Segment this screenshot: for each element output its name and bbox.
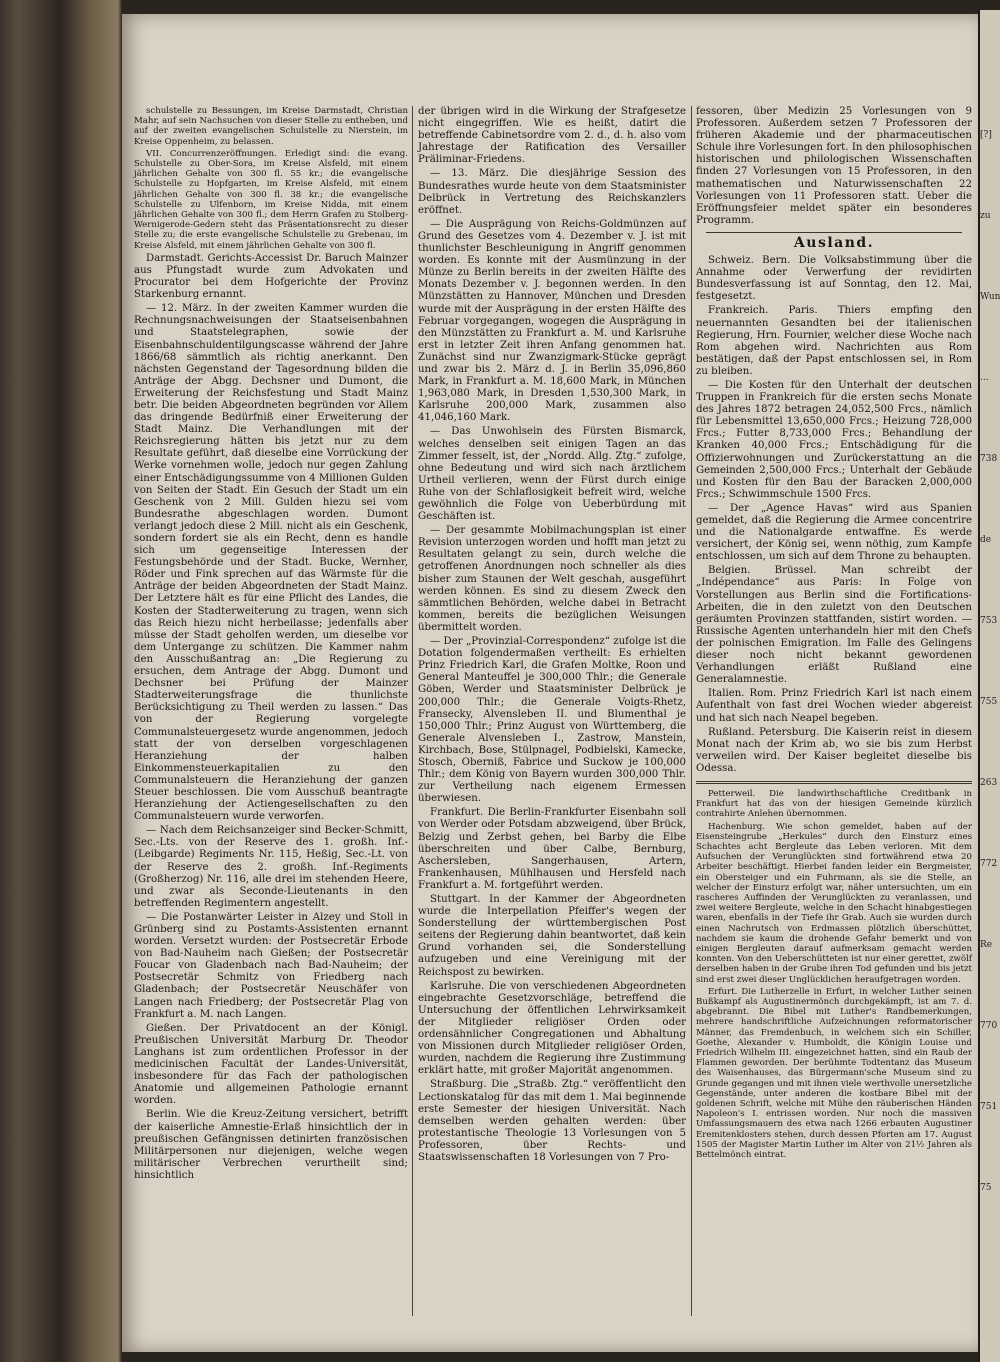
article-paragraph: Darmstadt. Gerichts-Accessist Dr. Baruch Mainzer aus Pfungstadt wurde zum Advokaten und Procurator bei dem Hofgerichte der Provinz Starkenburg ernannt. [134,252,408,301]
divider [706,232,962,233]
section-heading-ausland: Ausland. [793,234,875,251]
article-paragraph: schulstelle zu Bessungen, im Kreise Darmstadt, Christian Mahr, auf sein Nachsuchen von dieser Stelle zu entheben, und auf der zweiten evangelischen Schulstelle zu Nierstein, im Kreise Oppenheim, zu belassen. [134,106,408,147]
article-paragraph: Erfurt. Die Lutherzelle in Erfurt, in welcher Luther seinen Bußkampf als Augustinermönch durchgekämpft, ist am 7. d. abgebrannt. Die Bibel mit Luther's Randbemerkungen, mehrere handschriftliche Aufzeichnungen reformatorischer Männer, das Fremdenbuch, in welchem sich ein Schiller, Goethe, Alexander v. Humboldt, die Königin Louise und Friedrich Wilhelm III. eingezeichnet hatten, sind ein Raub der Flammen geworden. Der berühmte Todtentanz das Museum des Waisenhauses, das Bürgermann'sche Museum sind zu Grunde gegangen und mit ihnen viele werthvolle unersetzliche Gegenstände, unter anderen die kostbare Bibel mit der goldenen Schrift, welche mit Mühe den räuberischen Händen Napoleon's I. entrissen worden. Nur noch die massiven Umfassungsmauern des etwa nach 1266 erbauten Augustiner Eremitenklosters stehen, durch dessen Pforten am 17. August 1505 der Magister Martin Luther im Alter von 21½ Jahren als Bettelmönch eintrat. [696,986,972,1161]
adjacent-page-fragment: ... [980,373,989,383]
article-paragraph: — 13. März. Die diesjährige Session des Bundesrathes wurde heute von dem Staatsminister Delbrück in Vertretung des Reichskanzlers eröffnet. [418,168,686,216]
article-paragraph: Stuttgart. In der Kammer der Abgeordneten wurde die Interpellation Pfeiffer's wegen der Sonderstellung der württembergischen Post seitens der Regierung dahin beantwortet, daß kein Grund vorhanden sei, die Sonderstellung aufzugeben und eine Vereinigung mit der Reichspost zu bewirken. [418,894,686,978]
article-paragraph: Straßburg. Die „Straßb. Ztg.“ veröffentlicht den Lectionskatalog für das mit dem 1. Mai beginnende erste Semester der hiesigen Universität. Nach demselben werden gehalten werden: über protestantische Theologie 13 Vorlesungen von 5 Professoren, über Rechts- und Staatswissenschaften 18 Vorlesungen von 7 Pro- [418,1079,686,1163]
article-paragraph: Schweiz. Bern. Die Volksabstimmung über die Annahme oder Verwerfung der revidirten Bundesverfassung ist auf Sonntag, den 12. Mai, festgesetzt. [696,255,972,303]
article-paragraph: VII. Concurrenzeröffnungen. Erledigt sind: die evang. Schulstelle zu Ober-Sora, im Kreise Alsfeld, mit einem jährlichen Gehalte von 300 fl. 55 kr.; die evangelische Schulstelle zu Hopfgarten, im Kreise Alsfeld, mit einem jährlichen Gehalte von 300 fl. 38 kr.; die evangelische Schulstelle zu Ulfenborn, im Kreise Nidda, mit einem jährlichen Gehalte von 300 fl.; dem Herrn Grafen zu Stolberg-Wernigerode-Gedern steht das Präsentationsrecht zu dieser Stelle zu; die erste evangelische Schulstelle zu Grebenau, im Kreise Alsfeld, mit einem jährlichen Gehalte von 300 fl. [134,148,408,251]
article-paragraph: Frankreich. Paris. Thiers empfing den neuernannten Gesandten bei der italienischen Regierung, Hrn. Fournier, welcher diese Woche nach Rom abgehen wird. Nachrichten aus Rom bestätigen, daß der Papst entschlossen sei, in Rom zu bleiben. [696,305,972,377]
article-paragraph: — Das Unwohlsein des Fürsten Bismarck, welches denselben seit einigen Tagen an das Zimmer fesselt, ist, der „Nordd. Allg. Ztg.“ zufolge, ohne Bedeutung und wird sich nach ärztlichem Urtheil verlieren, wenn der Fürst durch einige Ruhe von der Schlaflosigkeit befreit wird, welche gewöhnlich die Folge von Ueberbürdung mit Geschäften ist. [418,426,686,523]
column-rule [691,106,692,1316]
adjacent-page-fragment: 753 [980,616,998,626]
ausland-section [696,255,972,775]
article-paragraph: Belgien. Brüssel. Man schreibt der „Indépendance“ aus Paris: In Folge von Vorstellungen aus Berlin sind die Fortifications-Arbeiten, die in den zuletzt von den Deutschen geräumten Provinzen stattfanden, sistirt worden. — Russische Agenten unterhandeln hier mit den Chefs der polnischen Emigration. Im Falle des Gelingens dieser noch nicht bekannt gewordenen Verhandlungen erläßt Rußland eine Generalamnestie. [696,565,972,686]
article-paragraph: Hachenburg. Wie schon gemeldet, haben auf der Eisensteingrube „Herkules“ durch den Einsturz eines Schachtes acht Bergleute das Leben verloren. Mit dem Aufsuchen der Verunglückten sind fortwährend etwa 20 Arbeiter beschäftigt. Hierbei fanden leider ein Bergmeister, ein Obersteiger und ein Fuhrmann, als sie die Stelle, an welcher der Einsturz erfolgt war, näher untersuchten, um ein rascheres Auffinden der Verunglückten zu veranlassen, und zwei weitere Bergleute, welche in den Schacht hinabgestiegen waren, ebenfalls in der Tiefe ihr Grab. Auch sie wurden durch einen Nachrutsch von Erdmassen plötzlich überschüttet, nachdem sie kaum die drohende Gefahr bemerkt und von einigen Bergleuten darauf aufmerksam gemacht werden konnten. Von den Ueberschütteten ist nur einer gerettet, zwölf derselben haben in der Grube ihren Tod gefunden und bis jetzt sind erst zwei dieser Unglücklichen heraufgetragen worden. [696,821,972,985]
article-paragraph: fessoren, über Medizin 25 Vorlesungen von 9 Professoren. Außerdem setzen 7 Professoren der früheren Akademie und der pharmaceutischen Schule ihre Vorlesungen fort. In den philosophischen historischen und philologischen Wissenschaften finden 27 Vorlesungen von 15 Professoren, in den mathematischen und Naturwissenschaften 22 Vorlesungen von 11 Professoren statt. Ueber die Eröffnungsfeier meldet später ein besonderes Programm. [696,106,972,226]
adjacent-page-fragment: [?] [980,130,992,140]
adjacent-page-edge [978,10,1000,1362]
article-paragraph: Karlsruhe. Die von verschiedenen Abgeordneten eingebrachte Gesetzvorschläge, betreffend die Untersuchung der öffentlichen Lehrwirksamkeit der Mitglieder religiöser Orden oder ordensähnlicher Congregationen und Abhaltung von Missionen durch Mitglieder religiöser Orden, wurden, nachdem die Regierung ihre Zustimmung erklärt hatte, mit großer Majorität angenommen. [418,980,686,1077]
newspaper-page [122,14,978,1352]
article-paragraph: — 12. März. In der zweiten Kammer wurden die Rechnungsnachweisungen der Staatseisenbahnen und Staatstelegraphen, sowie der Eisenbahnschuldentilgungscasse während der Jahre 1866/68 sämmtlich als richtig anerkannt. Den nächsten Gegenstand der Tagesordnung bilden die Anträge der Abgg. Dechsner und Dumont, die Erweiterung der Reichsfestung und Stadt Mainz betr. Die beiden Abgeordneten begründen vor Allem das dringende Bedürfniß einer Erweiterung der Stadt Mainz. Die Verhandlungen mit der Reichsregierung hätten bis jetzt nur zu dem Resultate geführt, daß dieselbe eine Vorrückung der Werke vornehmen wolle, jedoch nur gegen Zahlung einer Entschädigungssumme von 4 Millionen Gulden von Seiten der Stadt. Ein Gesuch der Stadt um ein Geschenk von 2 Mill. Gulden hiezu sei vom Bundesrathe abgeschlagen worden. Dumont verlangt jedoch diese 2 Mill. nicht als ein Geschenk, sondern fordert sie als ein Recht, denn es handle sich um gegenseitige Interessen der Festungsbehörde und der Stadt. Bucke, Wernher, Röder und Fink sprechen auf das Wärmste für die Anträge der beiden Abgeordneten der Stadt Mainz. Der Letztere hält es für eine Pflicht des Landes, die Kosten der Stadterweiterung zu tragen, wenn sich das Reich hiezu nicht herbeilasse; jedenfalls aber müsse der Stadt geholfen werden, um dieselbe vor dem Untergange zu schützen. Die Kammer nahm den Ausschußantrag an: „Die Regierung zu ersuchen, dem Antrage der Abgg. Dumont und Dechsner bei Prüfung der Mainzer Stadterweiterungsfrage die thunlichste Berücksichtigung zu Theil werden zu lassen.“ Das von der Regierung vorgelegte Communalsteuergesetz wurde angenommen, jedoch statt der von derselben vorgeschlagenen Heranziehung der halben Einkommensteuerkapitalien zu den Communalsteuern die Heranziehung der ganzen Steuer beschlossen. Die vom Ausschuß beantragte Heranziehung der Actiengesellschaften zu den Communalsteuern wurde verworfen. [134,303,408,823]
adjacent-page-fragment: Re [980,940,993,950]
adjacent-page-fragment: 772 [980,859,998,869]
strasbourg-continuation [696,106,972,227]
article-paragraph: Italien. Rom. Prinz Friedrich Karl ist nach einem Aufenthalt von fast drei Wochen wieder abgereist und hat sich nach Neapel begeben. [696,688,972,724]
local-news-section [696,789,972,1160]
article-paragraph: der übrigen wird in die Wirkung der Strafgesetze nicht eingegriffen. Wie es heißt, datirt die betreffende Cabinetsordre vom 2. d., d. h. also vom Jahrestage der Ratification des Versailler Präliminar-Friedens. [418,106,686,166]
article-paragraph: — Die Kosten für den Unterhalt der deutschen Truppen in Frankreich für die ersten sechs Monate des Jahres 1872 betragen 24,052,500 Frcs., nämlich für Lebensmittel 13,650,000 Frcs.; Heizung 728,000 Frcs.; Futter 8,733,000 Frcs.; Behandlung der Kranken 40,000 Frcs.; Entschädigung für die Offizierwohnungen und Zurückerstattung an die Gemeinden 2,500,000 Frcs.; Unterhalt der Gebäude und Kosten für den Bau der Baracken 2,000,000 Frcs.; Schwimmschule 1500 Frcs. [696,379,972,500]
article-paragraph: Gießen. Der Privatdocent an der Königl. Preußischen Universität Marburg Dr. Theodor Langhans ist zum ordentlichen Professor in der medicinischen Facultät der Landes-Universität, insbesondere für das Fach der pathologischen Anatomie und allgemeinen Pathologie ernannt worden. [134,1022,408,1107]
article-paragraph: — Nach dem Reichsanzeiger sind Becker-Schmitt, Sec.-Lts. von der Reserve des 1. großh. Inf.- (Leibgarde) Regiments Nr. 115, Heßig, Sec.-Lt. von der Reserve des 2. großh. Inf.-Regiments (Großherzog) Nr. 116, alle drei im stehenden Heere, und zwar als Seconde-Lieutenants in den betreffenden Regimentern angestellt. [134,825,408,909]
adjacent-page-fragment: Wun [980,292,1000,302]
column-3 [696,106,972,1162]
article-paragraph: Frankfurt. Die Berlin-Frankfurter Eisenbahn soll von Werder oder Potsdam abzweigend, über Brück, Belzig und Zerbst gehen, bei Barby die Elbe überschreiten und über Calbe, Bernburg, Aschersleben, Sangerhausen, Artern, Frankenhausen, Mühlhausen und Hersfeld nach Frankfurt a. M. fortgeführt werden. [418,807,686,891]
column-2 [418,106,686,1166]
column-rule [412,106,413,1316]
adjacent-page-fragment: 770 [980,1021,998,1031]
adjacent-page-fragment: 755 [980,697,998,707]
adjacent-page-fragment: de [980,535,992,545]
article-paragraph: — Der „Agence Havas“ wird aus Spanien gemeldet, daß die Regierung die Armee concentrire und die Nationalgarde entwaffne. Es werde versichert, der König sei, wenn nöthig, zum Kampfe entschlossen, um sich auf dem Throne zu behaupten. [696,502,972,563]
column-1 [134,106,408,1184]
article-paragraph: — Die Postanwärter Leister in Alzey und Stoll in Grünberg sind zu Postamts-Assistenten ernannt worden. Versetzt wurden: der Postsecretär Erbode von Bad-Nauheim nach Gießen; der Postsecretär Foucar von Gladenbach nach Bad-Nauheim; der Postsecretär Schmitz von Friedberg nach Gladenbach; der Postsecretär Neuschäfer von Langen nach Friedberg; der Postsecretär Plag von Frankfurt a. M. nach Langen. [134,911,408,1020]
article-paragraph: Rußland. Petersburg. Die Kaiserin reist in diesem Monat nach der Krim ab, wo sie bis zum Herbst verweilen wird. Der Kaiser begleitet dieselbe bis Odessa. [696,726,972,774]
article-paragraph: — Der „Provinzial-Correspondenz“ zufolge ist die Dotation folgendermaßen vertheilt: Es erhielten Prinz Friedrich Karl, die Grafen Moltke, Roon und General Manteuffel je 300,000 Thlr.; die Generale Göben, Werder und Staatsminister Delbrück je 200,000 Thlr.; die Generale Voigts-Rhetz, Fransecky, Alvensleben II. und Blumenthal je 150,000 Thlr.; Prinz August von Württemberg, die Generale Alvensleben I., Zastrow, Manstein, Kirchbach, Bose, Stülpnagel, Podbielski, Kamecke, Stosch, Oberniß, Fabrice und Suckow je 100,000 Thlr.; dem König von Bayern wurden 300,000 Thlr. zur Vertheilung nach eigenem Ermessen überwiesen. [418,636,686,805]
adjacent-page-fragment: 263 [980,778,998,788]
adjacent-page-fragment: zu [980,211,991,221]
adjacent-page-fragment: 751 [980,1102,998,1112]
article-paragraph: — Der gesammte Mobilmachungsplan ist einer Revision unterzogen worden und hofft man jetzt zu Resultaten gelangt zu sein, durch welche die getroffenen Anordnungen noch schneller als dies bisher zum Staunen der Welt geschah, ausgeführt werden können. Es sind zu diesem Zweck den sämmtlichen Behörden, welche dabei in Betracht kommen, bereits die bezüglichen Weisungen übermittelt worden. [418,525,686,633]
adjacent-page-fragment: 738 [980,454,998,464]
article-paragraph: — Die Ausprägung von Reichs-Goldmünzen auf Grund des Gesetzes vom 4. Dezember v. J. ist mit thunlichster Beschleunigung in Angriff genommen worden. Es konnte mit der Ausmünzung in der Münze zu Berlin bereits in der zweiten Hälfte des Monats Dezember v. J. begonnen werden. In den Münzstätten zu Hannover, München und Dresden wurde mit der Ausprägung in der ersten Hälfte des Februar vorgegangen, wogegen die Ausprägung in den Münzstätten zu Frankfurt a. M. und Karlsruhe erst in letzter Zeit ihren Anfang genommen hat. Zunächst sind nur Zwanzigmark-Stücke geprägt und zwar bis 2. März d. J. in Berlin 35,096,860 Mark, in Frankfurt a. M. 18,600 Mark, in München 1,963,080 Mark, in Dresden 1,530,300 Mark, in Karlsruhe 200,000 Mark, zusammen also 41,046,160 Mark. [418,218,686,424]
article-paragraph: Berlin. Wie die Kreuz-Zeitung versichert, betrifft der kaiserliche Amnestie-Erlaß hinsichtlich der in preußischen Gefängnissen detinirten französischen Militärpersonen nur diejenigen, welche wegen militärischer Verbrechen verurtheilt sind; hinsichtlich [134,1109,408,1181]
adjacent-page-fragment: 75 [980,1183,992,1193]
article-paragraph: Petterweil. Die landwirthschaftliche Creditbank in Frankfurt hat das von der hiesigen Gemeinde kürzlich contrahirte Anlehen übernommen. [696,788,972,820]
double-divider [696,781,972,784]
